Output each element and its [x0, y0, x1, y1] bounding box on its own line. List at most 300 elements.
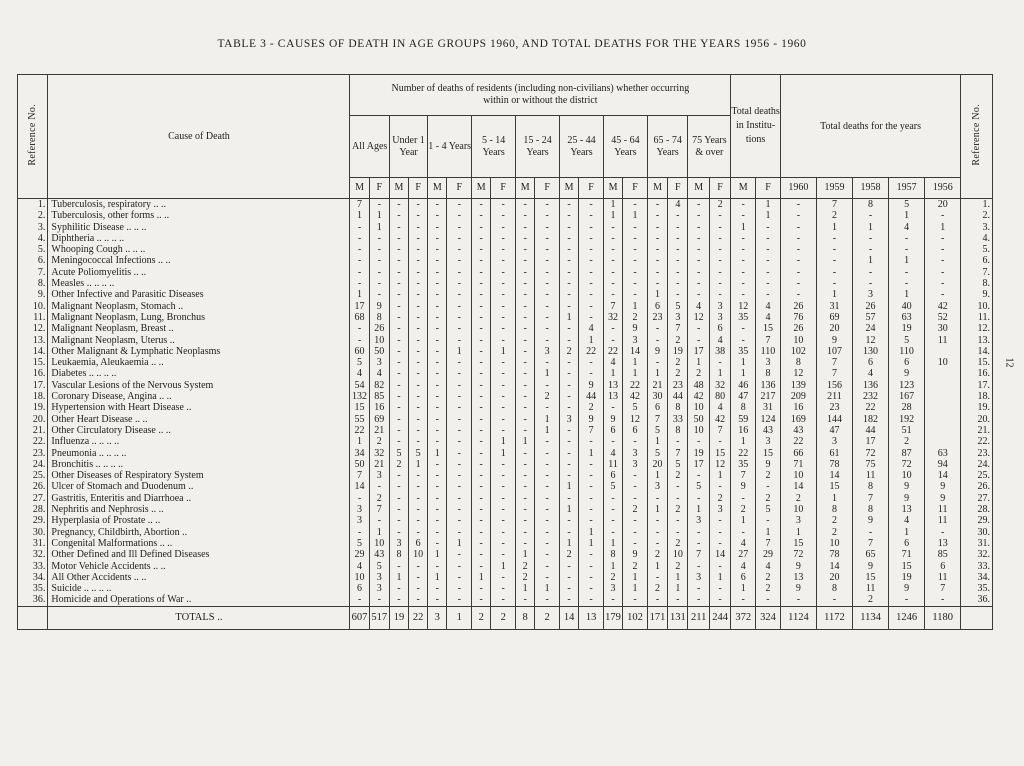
row-value: -: [560, 436, 579, 447]
row-value: 156: [816, 380, 852, 391]
row-value: -: [491, 504, 516, 515]
row-value: -: [409, 380, 428, 391]
row-value: 30: [647, 391, 667, 402]
row-value: -: [447, 493, 472, 504]
row-value: 1: [369, 210, 389, 221]
row-value: -: [756, 515, 781, 526]
table-row: [18, 594, 993, 606]
row-value: -: [668, 594, 688, 606]
row-value: 72: [853, 448, 889, 459]
row-value: -: [428, 368, 447, 379]
row-value: 9: [889, 368, 925, 379]
row-value: -: [516, 391, 535, 402]
row-value: 23: [647, 312, 667, 323]
totals-value: 517: [369, 606, 389, 629]
row-ref: 34.: [18, 572, 48, 583]
table-row: [18, 583, 993, 594]
row-value: 12: [731, 301, 756, 312]
row-ref-right: 22.: [961, 436, 993, 447]
totals-value: 179: [603, 606, 622, 629]
row-value: -: [560, 244, 579, 255]
table-row: [18, 391, 993, 402]
row-value: -: [731, 289, 756, 300]
row-value: 4: [603, 448, 622, 459]
row-value: 29: [756, 549, 781, 560]
row-value: 110: [756, 346, 781, 357]
row-value: -: [535, 572, 560, 583]
row-ref: 5.: [18, 244, 48, 255]
row-value: 2: [816, 210, 852, 221]
row-value: -: [603, 222, 622, 233]
row-value: 1: [647, 470, 667, 481]
row-value: -: [731, 267, 756, 278]
row-value: 5: [603, 481, 622, 492]
row-value: -: [472, 210, 491, 221]
row-value: [925, 414, 961, 425]
row-value: 1: [560, 481, 579, 492]
table-row: [18, 357, 993, 368]
row-value: 16: [780, 402, 816, 413]
row-value: -: [925, 210, 961, 221]
row-value: -: [623, 244, 648, 255]
row-value: -: [579, 289, 604, 300]
row-value: 7: [369, 504, 389, 515]
row-value: [925, 346, 961, 357]
row-value: 20: [925, 199, 961, 211]
row-value: -: [668, 278, 688, 289]
row-value: -: [389, 210, 408, 221]
row-cause: Gastritis, Enteritis and Diarrhoea ..: [48, 493, 350, 504]
row-value: -: [709, 278, 730, 289]
row-value: 12: [688, 312, 709, 323]
row-value: 28: [889, 402, 925, 413]
row-value: 21: [369, 425, 389, 436]
row-value: -: [731, 323, 756, 334]
row-value: 9: [889, 493, 925, 504]
row-value: -: [389, 312, 408, 323]
row-value: 1: [579, 538, 604, 549]
row-value: 1: [350, 289, 369, 300]
row-value: -: [409, 402, 428, 413]
row-value: 1: [560, 312, 579, 323]
sex-header-m: M: [472, 178, 491, 199]
row-value: -: [756, 289, 781, 300]
row-value: 13: [889, 504, 925, 515]
row-value: 8: [853, 199, 889, 211]
row-value: -: [560, 289, 579, 300]
row-value: -: [780, 594, 816, 606]
row-value: -: [623, 470, 648, 481]
row-value: 4: [756, 561, 781, 572]
row-value: 1: [731, 357, 756, 368]
row-value: 1: [579, 527, 604, 538]
row-value: 2: [623, 561, 648, 572]
row-value: 3: [709, 504, 730, 515]
row-ref: 25.: [18, 470, 48, 481]
row-value: 82: [369, 380, 389, 391]
row-ref-right: 34.: [961, 572, 993, 583]
row-value: -: [428, 515, 447, 526]
sex-header-f: F: [535, 178, 560, 199]
row-value: 5: [889, 335, 925, 346]
row-value: -: [491, 391, 516, 402]
row-value: -: [516, 380, 535, 391]
row-value: -: [780, 255, 816, 266]
institutions-header: Total deaths in Institu- tions: [731, 75, 781, 178]
row-value: 1: [560, 538, 579, 549]
row-value: 1: [668, 572, 688, 583]
row-value: 8: [668, 402, 688, 413]
row-value: 22: [603, 346, 622, 357]
row-value: -: [647, 255, 667, 266]
row-value: -: [472, 335, 491, 346]
row-value: 2: [668, 504, 688, 515]
row-value: -: [389, 504, 408, 515]
row-value: -: [447, 312, 472, 323]
row-value: 1: [731, 515, 756, 526]
row-value: -: [853, 267, 889, 278]
row-value: -: [603, 493, 622, 504]
row-value: -: [409, 346, 428, 357]
row-cause: Homicide and Operations of War ..: [48, 594, 350, 606]
row-value: 10: [780, 504, 816, 515]
row-value: 2: [668, 335, 688, 346]
row-value: 2: [560, 346, 579, 357]
table-row: [18, 335, 993, 346]
row-value: -: [516, 459, 535, 470]
table-row: [18, 255, 993, 266]
row-value: -: [560, 561, 579, 572]
totals-value: 244: [709, 606, 730, 629]
row-value: -: [709, 594, 730, 606]
row-value: -: [491, 402, 516, 413]
row-value: -: [491, 267, 516, 278]
row-value: -: [409, 199, 428, 211]
row-value: -: [731, 527, 756, 538]
row-value: -: [447, 301, 472, 312]
row-value: -: [350, 267, 369, 278]
totals-value: 1124: [780, 606, 816, 629]
row-value: -: [560, 301, 579, 312]
row-value: 1: [668, 583, 688, 594]
row-value: 69: [816, 312, 852, 323]
table-row: [18, 436, 993, 447]
totals-value: 13: [579, 606, 604, 629]
row-value: 5: [350, 357, 369, 368]
row-value: 7: [603, 301, 622, 312]
row-value: 60: [350, 346, 369, 357]
row-value: 2: [756, 493, 781, 504]
row-value: 5: [623, 402, 648, 413]
row-value: 7: [350, 199, 369, 211]
row-value: -: [535, 357, 560, 368]
row-value: 40: [889, 301, 925, 312]
ref-header: Reference No.: [18, 75, 48, 199]
row-value: 35: [731, 346, 756, 357]
row-value: -: [709, 436, 730, 447]
row-value: -: [709, 515, 730, 526]
row-value: -: [756, 255, 781, 266]
row-value: -: [447, 549, 472, 560]
row-value: 7: [756, 538, 781, 549]
row-value: -: [535, 289, 560, 300]
row-ref: 10.: [18, 301, 48, 312]
row-value: -: [560, 222, 579, 233]
row-value: 11: [853, 470, 889, 481]
row-value: -: [647, 538, 667, 549]
row-value: 19: [688, 448, 709, 459]
row-value: 5: [688, 481, 709, 492]
row-value: 8: [668, 425, 688, 436]
row-value: -: [447, 289, 472, 300]
table-row: [18, 425, 993, 436]
table-row: [18, 346, 993, 357]
row-value: 1: [516, 583, 535, 594]
row-ref-right: 7.: [961, 267, 993, 278]
row-value: -: [647, 527, 667, 538]
row-value: -: [780, 289, 816, 300]
row-value: -: [731, 493, 756, 504]
row-value: -: [447, 357, 472, 368]
row-value: 11: [925, 515, 961, 526]
row-value: 16: [731, 425, 756, 436]
row-value: -: [447, 470, 472, 481]
row-ref-right: 13.: [961, 335, 993, 346]
row-value: -: [409, 572, 428, 583]
table-row: [18, 561, 993, 572]
row-value: -: [709, 561, 730, 572]
row-ref: 9.: [18, 289, 48, 300]
row-value: -: [535, 278, 560, 289]
row-value: 19: [668, 346, 688, 357]
row-value: -: [491, 323, 516, 334]
totals-value: 211: [688, 606, 709, 629]
row-value: -: [579, 255, 604, 266]
row-value: 1: [516, 436, 535, 447]
row-value: -: [447, 210, 472, 221]
row-value: -: [428, 459, 447, 470]
row-value: 1: [369, 527, 389, 538]
row-value: -: [491, 335, 516, 346]
row-ref: 2.: [18, 210, 48, 221]
row-value: 2: [647, 549, 667, 560]
row-value: -: [756, 244, 781, 255]
row-ref: 14.: [18, 346, 48, 357]
row-value: -: [389, 515, 408, 526]
sex-header-f: F: [491, 178, 516, 199]
row-value: 6: [731, 572, 756, 583]
row-value: -: [816, 244, 852, 255]
row-value: -: [409, 515, 428, 526]
row-value: -: [560, 335, 579, 346]
row-value: -: [853, 210, 889, 221]
row-value: 14: [780, 481, 816, 492]
row-value: -: [447, 368, 472, 379]
row-value: 1: [688, 357, 709, 368]
row-value: 3: [623, 448, 648, 459]
totals-value: 1180: [925, 606, 961, 629]
row-cause: Other Defined and Ill Defined Diseases: [48, 549, 350, 560]
row-value: 68: [350, 312, 369, 323]
row-value: 232: [853, 391, 889, 402]
row-value: 9: [780, 561, 816, 572]
row-value: -: [535, 222, 560, 233]
row-value: 1: [853, 255, 889, 266]
row-value: 136: [756, 380, 781, 391]
row-value: -: [447, 414, 472, 425]
row-value: 6: [925, 561, 961, 572]
row-value: -: [350, 233, 369, 244]
row-value: 2: [623, 504, 648, 515]
row-value: 7: [688, 549, 709, 560]
row-value: 9: [603, 414, 622, 425]
row-value: 4: [709, 402, 730, 413]
row-value: -: [709, 583, 730, 594]
row-value: 1: [472, 572, 491, 583]
row-cause: Diphtheria .. .. .. ..: [48, 233, 350, 244]
row-value: -: [428, 357, 447, 368]
row-value: -: [472, 470, 491, 481]
row-value: -: [647, 233, 667, 244]
row-value: 50: [369, 346, 389, 357]
deaths-header: Number of deaths of residents (including non-civilians) whether occurring within or without the district: [350, 75, 731, 116]
row-value: -: [447, 199, 472, 211]
row-value: 1: [491, 436, 516, 447]
row-value: 20: [647, 459, 667, 470]
row-value: 2: [647, 583, 667, 594]
row-value: 61: [816, 448, 852, 459]
row-value: -: [428, 436, 447, 447]
row-value: 34: [350, 448, 369, 459]
row-value: -: [603, 289, 622, 300]
row-value: -: [668, 210, 688, 221]
row-value: -: [409, 301, 428, 312]
row-cause: Hypertension with Heart Disease ..: [48, 402, 350, 413]
row-value: 2: [560, 549, 579, 560]
row-value: 19: [889, 572, 925, 583]
row-value: -: [535, 244, 560, 255]
row-value: 167: [889, 391, 925, 402]
row-value: -: [560, 267, 579, 278]
row-value: 2: [709, 493, 730, 504]
row-value: 1: [603, 210, 622, 221]
row-value: -: [560, 323, 579, 334]
row-value: 4: [731, 561, 756, 572]
row-value: -: [389, 414, 408, 425]
row-value: 26: [780, 301, 816, 312]
row-ref-right: 10.: [961, 301, 993, 312]
row-value: 22: [853, 402, 889, 413]
row-value: 14: [925, 470, 961, 481]
row-value: 5: [889, 199, 925, 211]
sex-header-f: F: [447, 178, 472, 199]
row-ref-right: 31.: [961, 538, 993, 549]
row-value: -: [535, 402, 560, 413]
row-value: -: [491, 414, 516, 425]
row-cause: All Other Accidents .. ..: [48, 572, 350, 583]
row-value: 7: [816, 357, 852, 368]
row-value: -: [516, 255, 535, 266]
row-value: -: [816, 233, 852, 244]
row-value: -: [350, 255, 369, 266]
row-value: -: [647, 493, 667, 504]
row-value: -: [647, 199, 667, 211]
row-value: -: [428, 402, 447, 413]
row-value: 4: [889, 222, 925, 233]
row-value: -: [668, 481, 688, 492]
row-value: -: [688, 233, 709, 244]
row-value: 4: [731, 538, 756, 549]
row-value: 1: [623, 210, 648, 221]
row-value: -: [560, 527, 579, 538]
row-value: 44: [668, 391, 688, 402]
row-value: 7: [816, 368, 852, 379]
row-value: 1: [623, 368, 648, 379]
row-value: 3: [369, 583, 389, 594]
row-ref-right: 9.: [961, 289, 993, 300]
sex-header-m: M: [560, 178, 579, 199]
row-value: -: [579, 222, 604, 233]
row-cause: Other Infective and Parasitic Diseases: [48, 289, 350, 300]
row-value: -: [428, 527, 447, 538]
row-value: -: [472, 380, 491, 391]
row-value: -: [560, 255, 579, 266]
row-value: 6: [409, 538, 428, 549]
row-cause: Meningococcal Infections .. ..: [48, 255, 350, 266]
row-value: 8: [756, 368, 781, 379]
row-value: 1: [623, 301, 648, 312]
row-value: -: [579, 504, 604, 515]
row-value: -: [389, 380, 408, 391]
row-value: -: [816, 278, 852, 289]
row-value: -: [647, 244, 667, 255]
row-value: -: [409, 436, 428, 447]
row-value: 1: [428, 549, 447, 560]
row-ref: 21.: [18, 425, 48, 436]
row-value: -: [428, 289, 447, 300]
row-value: -: [472, 301, 491, 312]
row-value: 11: [853, 583, 889, 594]
row-value: -: [603, 402, 622, 413]
row-value: 12: [853, 335, 889, 346]
row-ref-right: 28.: [961, 504, 993, 515]
row-value: -: [688, 561, 709, 572]
sex-header-f: F: [756, 178, 781, 199]
row-value: -: [925, 594, 961, 606]
row-value: 3: [688, 515, 709, 526]
row-value: 2: [668, 470, 688, 481]
row-value: 17: [853, 436, 889, 447]
row-value: 3: [853, 289, 889, 300]
row-cause: Malignant Neoplasm, Lung, Bronchus: [48, 312, 350, 323]
row-value: -: [516, 527, 535, 538]
row-value: -: [535, 210, 560, 221]
row-value: -: [516, 199, 535, 211]
ref-right-header: Reference No.: [961, 75, 993, 199]
row-value: -: [389, 391, 408, 402]
row-value: -: [816, 267, 852, 278]
row-value: 7: [350, 470, 369, 481]
row-value: -: [603, 278, 622, 289]
row-value: 42: [688, 391, 709, 402]
row-value: 7: [647, 414, 667, 425]
row-value: -: [560, 515, 579, 526]
totals-value: 1: [447, 606, 472, 629]
row-value: -: [447, 448, 472, 459]
row-value: -: [369, 481, 389, 492]
row-value: 19: [889, 323, 925, 334]
row-value: 123: [889, 380, 925, 391]
